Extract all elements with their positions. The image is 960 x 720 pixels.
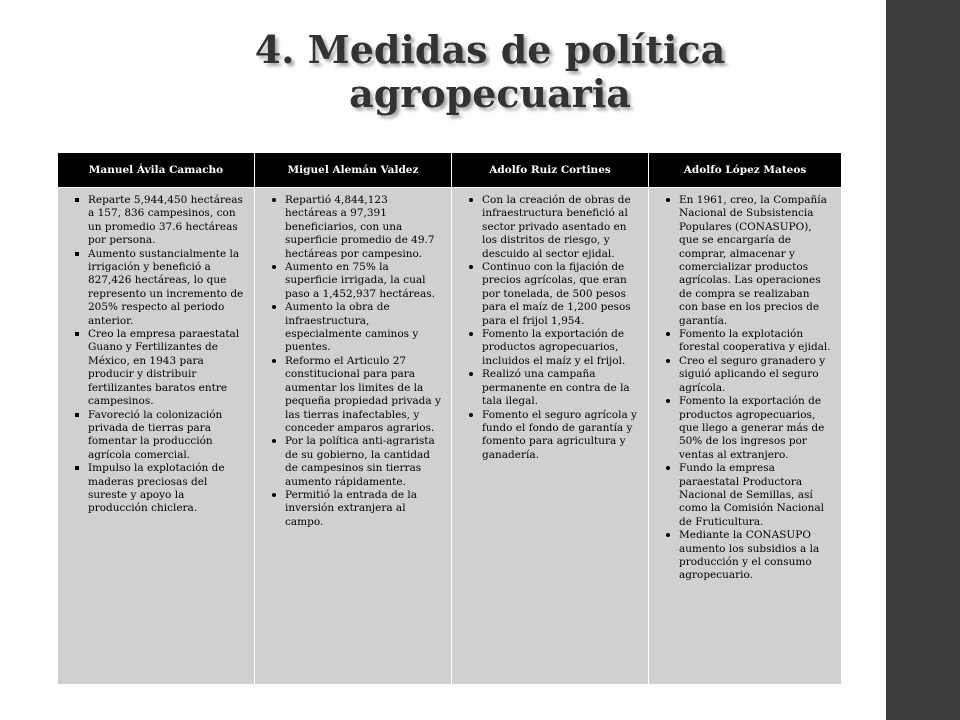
slide-title: 4. Medidas de política agropecuaria [254, 27, 726, 116]
list-item: Reparte 5,944,450 hectáreas a 157, 836 campesinos, con un promedio 37.6 hectáreas por persona. [78, 194, 244, 248]
list-item: Fomento el seguro agrícola y fundo el fondo de garantía y fomento para agricultura y ganadería. [472, 409, 638, 463]
list-item: Fomento la exportación de productos agropecuarios, que llego a generar más de 50% de los ingresos por ventas al extranjero. [669, 395, 831, 462]
list-item: Mediante la CONASUPO aumento los subsidios a la producción y el consumo agropecuario. [669, 529, 831, 583]
list-item: Reformo el Articulo 27 constitucional para para aumentar los limites de la pequeña propiedad privada y las tierras inafectables, y conceder amparos agrarios. [275, 355, 441, 435]
bullet-list [669, 194, 831, 583]
list-item: Fomento la explotación forestal cooperativa y ejidal. [669, 328, 831, 355]
right-decorative-bar [886, 0, 960, 720]
column-header-avila-camacho: Manuel Ávila Camacho [58, 153, 255, 187]
list-item: Favoreció la colonización privada de tierras para fomentar la producción agrícola comercial. [78, 409, 244, 463]
bullet-list [275, 194, 441, 529]
list-item: Creo el seguro granadero y siguió aplicando el seguro agrícola. [669, 355, 831, 395]
column-header-ruiz-cortines: Adolfo Ruiz Cortines [452, 153, 649, 187]
list-item: Aumento la obra de infraestructura, especialmente caminos y puentes. [275, 301, 441, 355]
list-item: Aumento en 75% la superficie irrigada, la cual paso a 1,452,937 hectáreas. [275, 261, 441, 301]
list-item: En 1961, creo, la Compañía Nacional de Subsistencia Populares (CONASUPO), que se encargaría de comprar, almacenar y comercializar productos agrícolas. Las operaciones de compra se realizaban con base en los precios de garantía. [669, 194, 831, 328]
list-item: Impulso la explotación de maderas preciosas del sureste y apoyo la producción chiclera. [78, 462, 244, 516]
list-item: Aumento sustancialmente la irrigación y benefició a 827,426 hectáreas, lo que represento un incremento de 205% respecto al periodo anterior. [78, 248, 244, 328]
list-item: Permitió la entrada de la inversión extranjera al campo. [275, 489, 441, 529]
column-cell-aleman-valdez [255, 187, 452, 684]
list-item: Fomento la exportación de productos agropecuarios, incluidos el maíz y el frijol. [472, 328, 638, 368]
list-item: Fundo la empresa paraestatal Productora Nacional de Semillas, así como la Comisión Nacional de Fruticultura. [669, 462, 831, 529]
column-cell-avila-camacho [58, 187, 255, 684]
bullet-list [78, 194, 244, 516]
policy-table [58, 153, 841, 684]
column-cell-ruiz-cortines [452, 187, 649, 684]
list-item: Continuo con la fijación de precios agrícolas, que eran por tonelada, de 500 pesos para el maíz de 1,200 pesos para el frijol 1,954. [472, 261, 638, 328]
list-item: Por la política anti-agrarista de su gobierno, la cantidad de campesinos sin tierras aumento rápidamente. [275, 435, 441, 489]
list-item: Repartió 4,844,123 hectáreas a 97,391 beneficiarios, con una superficie promedio de 49.7 hectáreas por campesino. [275, 194, 441, 261]
column-cell-lopez-mateos [649, 187, 841, 684]
list-item: Creo la empresa paraestatal Guano y Fertilizantes de México, en 1943 para producir y distribuir fertilizantes baratos entre campesinos. [78, 328, 244, 408]
list-item: Realizó una campaña permanente en contra de la tala ilegal. [472, 368, 638, 408]
column-header-lopez-mateos: Adolfo López Mateos [649, 153, 841, 187]
bullet-list [472, 194, 638, 462]
column-header-aleman-valdez: Miguel Alemán Valdez [255, 153, 452, 187]
list-item: Con la creación de obras de infraestructura benefició al sector privado asentado en los distritos de riesgo, y descuido al sector ejidal. [472, 194, 638, 261]
